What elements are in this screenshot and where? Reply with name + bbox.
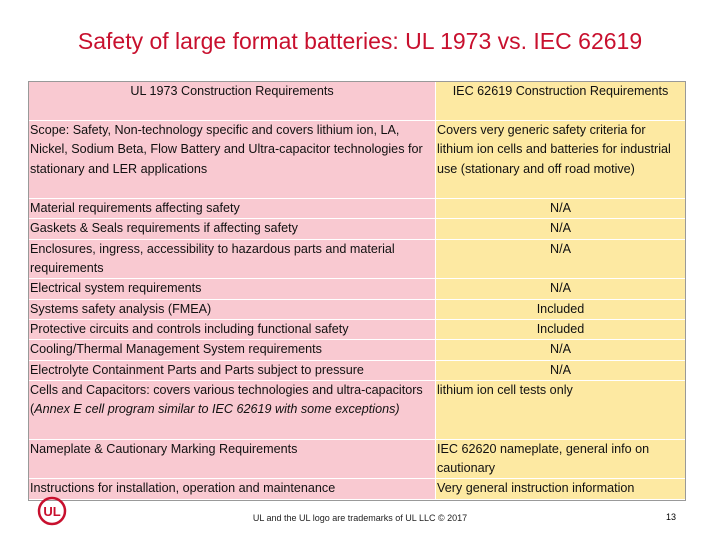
- ul1973-text: Gaskets & Seals requirements if affecting safety: [30, 221, 298, 236]
- iec62619-cell: Very general instruction information: [436, 479, 685, 498]
- ul1973-text: Cooling/Thermal Management System requirements: [30, 342, 322, 357]
- iec62619-cell: Included: [436, 300, 685, 319]
- iec62619-cell: lithium ion cell tests only: [436, 381, 685, 439]
- iec62619-cell: N/A: [436, 361, 685, 380]
- ul1973-cell: [29, 219, 436, 238]
- ul1973-text: Nameplate & Cautionary Marking Requirements: [30, 441, 298, 456]
- ul1973-note: Annex E cell program similar to IEC 62619 with some exceptions): [34, 402, 400, 417]
- ul1973-text: Scope: Safety, Non-technology specific and covers lithium ion, LA, Nickel, Sodium Beta, Flow Battery and Ultra-capacitor technologies for stationary and LER applications: [30, 123, 423, 176]
- table-row: [29, 361, 685, 381]
- ul1973-cell: [29, 340, 436, 359]
- table-row: [29, 121, 685, 199]
- ul1973-text: Electrical system requirements: [30, 281, 202, 296]
- table-row: [29, 279, 685, 299]
- iec62619-cell: Included: [436, 320, 685, 339]
- ul1973-cell: [29, 320, 436, 339]
- table-row: [29, 340, 685, 360]
- page-number: 13: [666, 512, 677, 522]
- iec62619-cell: N/A: [436, 340, 685, 359]
- trademark-notice: UL and the UL logo are trademarks of UL LLC © 2017: [252, 513, 468, 523]
- table-row: [29, 219, 685, 239]
- ul1973-cell: [29, 199, 436, 218]
- ul1973-text: Electrolyte Containment Parts and Parts subject to pressure: [30, 362, 364, 377]
- header-ul1973: UL 1973 Construction Requirements: [29, 82, 436, 120]
- header-iec62619: IEC 62619 Construction Requirements: [436, 82, 685, 120]
- iec62619-cell: IEC 62620 nameplate, general info on cautionary: [436, 440, 685, 479]
- ul1973-cell: [29, 300, 436, 319]
- ul1973-cell: [29, 381, 436, 439]
- comparison-table: [29, 82, 685, 500]
- iec62619-cell: N/A: [436, 279, 685, 298]
- svg-text:UL: UL: [43, 504, 61, 519]
- table-row: [29, 240, 685, 280]
- ul1973-text: Systems safety analysis (FMEA): [30, 301, 212, 316]
- table-row: [29, 199, 685, 219]
- slide-title: Safety of large format batteries: UL 1973 vs. IEC 62619: [77, 28, 643, 54]
- ul1973-cell: [29, 440, 436, 479]
- table-row: [29, 320, 685, 340]
- table-row: [29, 300, 685, 320]
- iec62619-cell: N/A: [436, 199, 685, 218]
- ul1973-text: Cells and Capacitors: covers various technologies and ultra-capacitors (: [30, 382, 423, 417]
- ul1973-text: Enclosures, ingress, accessibility to hazardous parts and material requirements: [30, 241, 395, 276]
- ul1973-cell: [29, 121, 436, 198]
- ul1973-cell: [29, 361, 436, 380]
- iec62619-cell: N/A: [436, 219, 685, 238]
- ul1973-text: Instructions for installation, operation and maintenance: [30, 481, 336, 496]
- ul1973-text: Material requirements affecting safety: [30, 201, 240, 216]
- table-header-row: [29, 82, 685, 121]
- iec62619-cell: N/A: [436, 240, 685, 279]
- iec62619-cell: Covers very generic safety criteria for lithium ion cells and batteries for industrial use (stationary and off road motive): [436, 121, 685, 198]
- ul1973-text: Protective circuits and controls including functional safety: [30, 321, 349, 336]
- table-row: [29, 381, 685, 440]
- table-row: [29, 479, 685, 499]
- ul1973-cell: [29, 479, 436, 498]
- ul1973-cell: [29, 279, 436, 298]
- table-row: [29, 440, 685, 480]
- ul1973-cell: [29, 240, 436, 279]
